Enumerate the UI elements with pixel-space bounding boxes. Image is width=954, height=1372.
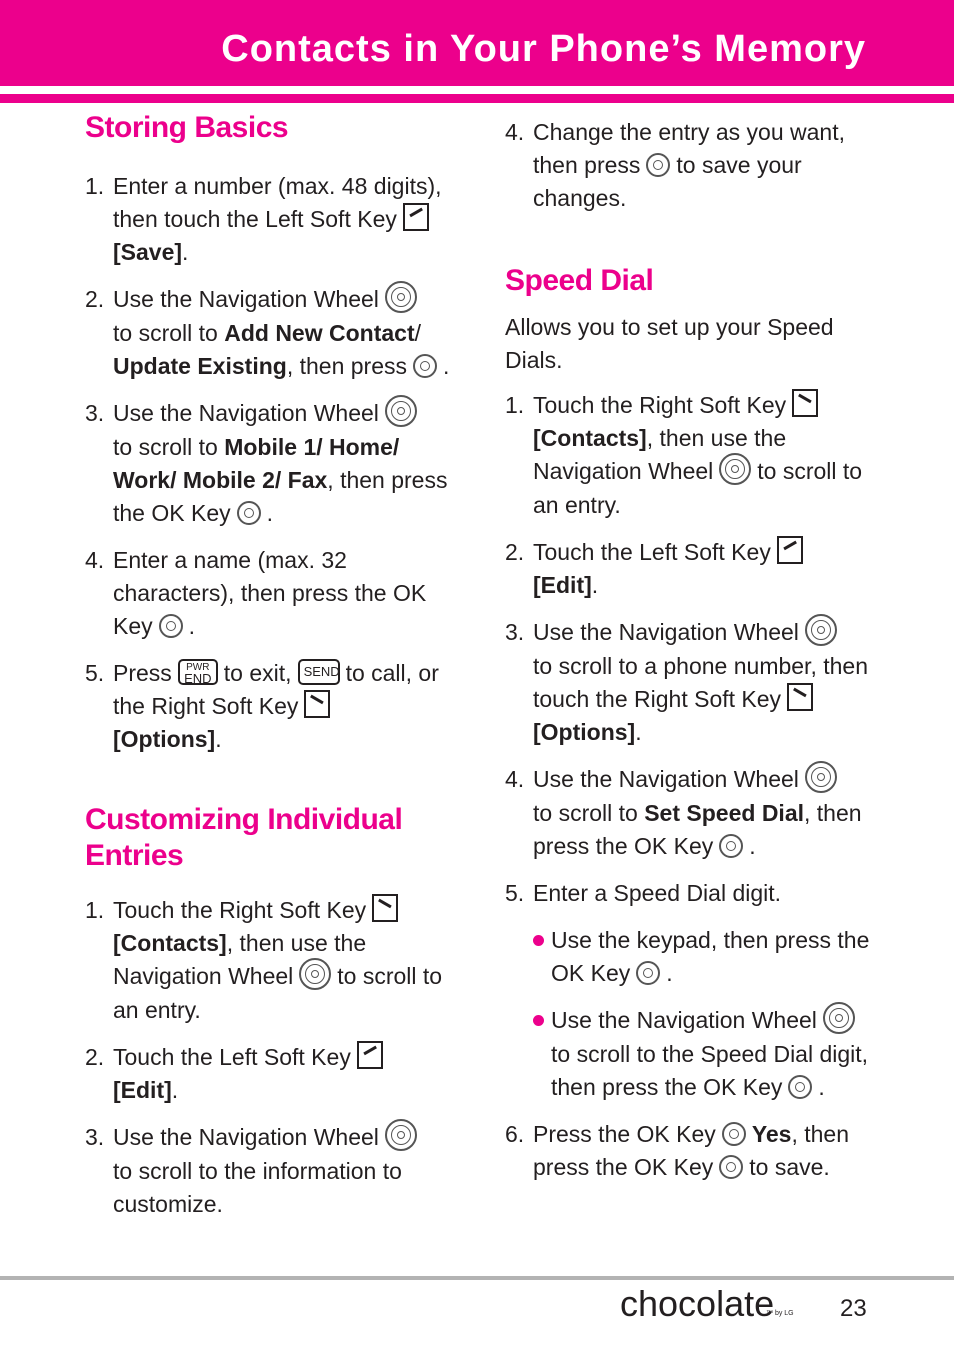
customizing-steps: [85, 894, 455, 1221]
section-heading-storing-basics: Storing Basics: [85, 111, 289, 144]
brand-tagline: ™ by LG: [766, 1310, 794, 1317]
navigation-wheel-icon: [385, 1119, 417, 1151]
list-item: 4. Change the entry as you want, then press to save your changes.: [505, 119, 845, 211]
page-number: 23: [840, 1295, 867, 1322]
send-key-icon: SEND: [298, 659, 340, 685]
header-rule: [0, 94, 954, 103]
bullet-dot: [533, 1015, 544, 1026]
list-item: 1. Enter a number (max. 48 digits), then touch the Left Soft Key [Save].: [85, 173, 442, 265]
page-title: Contacts in Your Phone’s Memory: [221, 28, 866, 70]
navigation-wheel-icon: [805, 614, 837, 646]
list-item: 3. Use the Navigation Wheel to scroll to the information to customize.: [85, 1121, 455, 1221]
left-soft-key-icon: [357, 1041, 383, 1069]
bullet-item: Use the keypad, then press the OK Key .: [533, 924, 885, 990]
ok-key-icon: [788, 1075, 812, 1099]
ok-key-icon: [646, 153, 670, 177]
navigation-wheel-icon: [385, 395, 417, 427]
right-soft-key-icon: [792, 389, 818, 417]
list-item: 1. Touch the Right Soft Key [Contacts], then use the Navigation Wheel to scroll to an entry.: [85, 894, 455, 1027]
ok-key-icon: [722, 1122, 746, 1146]
footer-rule: [0, 1276, 954, 1280]
list-item: 5. Enter a Speed Dial digit. Use the keypad, then press the OK Key . Use the Navigation Wheel to scroll to the Speed Dial digit, then press the OK Key .: [505, 877, 885, 1104]
left-soft-key-icon: [777, 536, 803, 564]
list-item: 4. Enter a name (max. 32 characters), then press the OK Key .: [85, 546, 427, 639]
list-item: 6. Press the OK Key Yes, then press the OK Key to save.: [505, 1120, 850, 1180]
speed-dial-intro: Allows you to set up your Speed Dials.: [505, 314, 834, 373]
navigation-wheel-icon: [385, 281, 417, 313]
ok-key-icon: [413, 354, 437, 378]
list-item: 3. Use the Navigation Wheel to scroll to Mobile 1/ Home/ Work/ Mobile 2/ Fax, then press the OK Key .: [85, 397, 455, 530]
ok-key-icon: [719, 1155, 743, 1179]
speed-dial-steps: [505, 389, 885, 1184]
left-soft-key-icon: [403, 203, 429, 231]
ok-key-icon: [159, 614, 183, 638]
right-soft-key-icon: [787, 683, 813, 711]
end-key-icon: PWR END: [178, 659, 218, 685]
list-item: 2. Touch the Left Soft Key [Edit].: [85, 1041, 455, 1107]
storing-basics-steps: [85, 170, 455, 756]
right-column: [505, 110, 885, 1184]
bullet-dot: [533, 935, 544, 946]
list-item: 2. Use the Navigation Wheel to scroll to Add New Contact/ Update Existing, then press .: [85, 283, 455, 383]
left-column: [85, 110, 455, 1221]
ok-key-icon: [636, 961, 660, 985]
list-item: 4. Use the Navigation Wheel to scroll to Set Speed Dial, then press the OK Key .: [505, 763, 885, 863]
customizing-steps-continued: [505, 116, 885, 215]
list-item: 5. Press PWR END to exit, SEND to call, or the Right Soft Key [Options].: [85, 659, 439, 752]
speed-dial-bullets: [533, 924, 885, 1104]
navigation-wheel-icon: [719, 453, 751, 485]
right-soft-key-icon: [304, 690, 330, 718]
navigation-wheel-icon: [299, 958, 331, 990]
navigation-wheel-icon: [823, 1002, 855, 1034]
list-item: 1. Touch the Right Soft Key [Contacts], then use the Navigation Wheel to scroll to an entry.: [505, 389, 885, 522]
brand-logo: chocolate: [620, 1283, 775, 1324]
ok-key-icon: [719, 834, 743, 858]
list-item: 3. Use the Navigation Wheel to scroll to a phone number, then touch the Right Soft Key [Options].: [505, 616, 885, 749]
ok-key-icon: [237, 501, 261, 525]
bullet-item: Use the Navigation Wheel to scroll to the Speed Dial digit, then press the OK Key .: [533, 1004, 885, 1104]
header-bar: [0, 0, 954, 86]
section-heading-speed-dial: Speed Dial: [505, 264, 654, 297]
right-soft-key-icon: [372, 894, 398, 922]
list-item: 2. Touch the Left Soft Key [Edit].: [505, 536, 885, 602]
section-heading-customizing: Customizing Individual Entries: [85, 802, 403, 872]
navigation-wheel-icon: [805, 761, 837, 793]
